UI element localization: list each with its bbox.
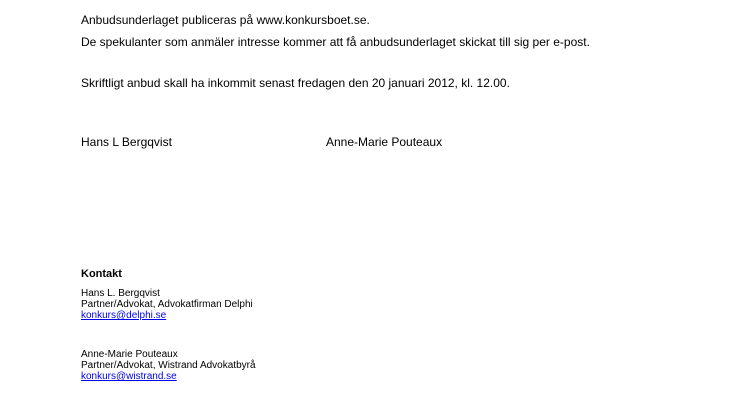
contact-title: Partner/Advokat, Wistrand Advokatbyrå	[81, 360, 256, 371]
signature-right: Anne-Marie Pouteaux	[326, 135, 443, 149]
contact-name: Anne-Marie Pouteaux	[81, 349, 178, 360]
contact-email-link[interactable]: konkurs@delphi.se	[81, 310, 167, 321]
contact-email-link[interactable]: konkurs@wistrand.se	[81, 371, 177, 382]
contact-title: Partner/Advokat, Advokatfirman Delphi	[81, 299, 253, 310]
signature-left: Hans L Bergqvist	[81, 135, 172, 149]
bid-deadline-notice: Skriftligt anbud skall ha inkommit senast fredagen den 20 januari 2012, kl. 12.00.	[81, 76, 510, 90]
email-distribution-notice: De spekulanter som anmäler intresse kommer att få anbudsunderlaget skickat till sig per e-post.	[81, 35, 590, 49]
contact-person-2	[81, 349, 256, 382]
contact-name: Hans L. Bergqvist	[81, 288, 160, 299]
contact-heading: Kontakt	[81, 268, 122, 280]
publication-notice: Anbudsunderlaget publiceras på www.konkursboet.se.	[81, 13, 370, 27]
contact-person-1	[81, 288, 253, 321]
